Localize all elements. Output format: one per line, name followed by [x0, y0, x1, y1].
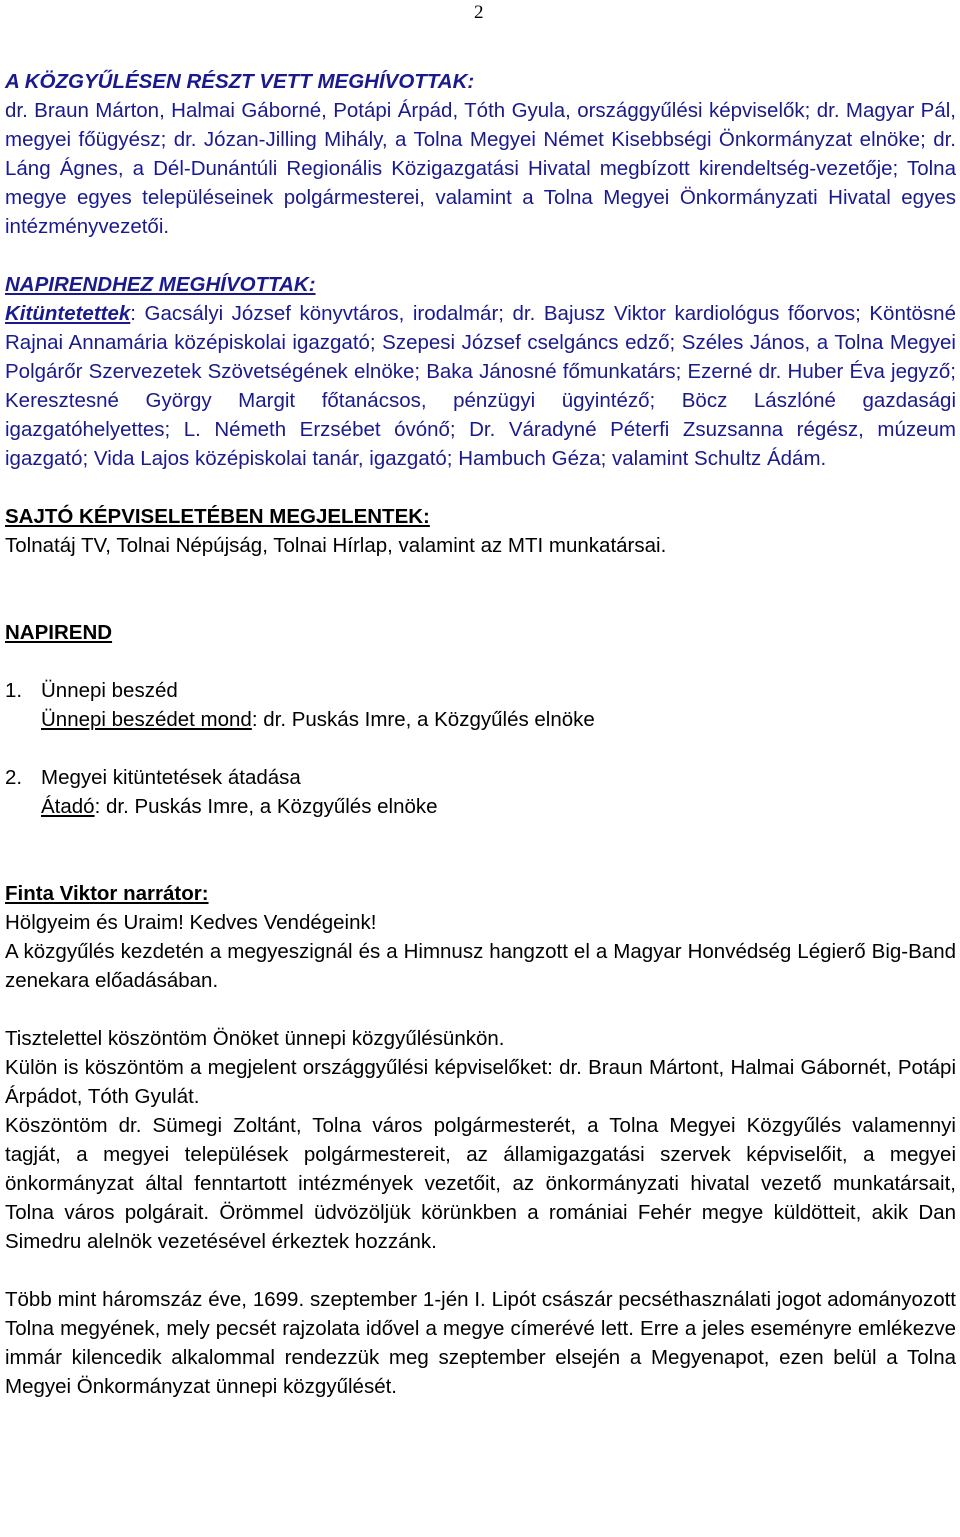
agenda-invited-paragraph [5, 299, 956, 473]
invited-list-text: dr. Braun Márton, Halmai Gáborné, Potápi Árpád, Tóth Gyula, országgyűlési képviselők; dr. Magyar Pál, megyei főügyész; dr. Józan-Jilling Mihály, a Tolna Megyei Német Kisebbségi Önkormányzat elnöke; dr. Láng Ágnes, a Dél-Dunántúli Regionális Közigazgatási Hivatal megbízott kirendeltség-vezetője; Tolna megye egyes településeinek polgármesterei, valamint a Tolna Megyei Önkormányzati Hivatal egyes intézményvezetői. [5, 99, 956, 238]
agenda-invited-title: NAPIRENDHEZ MEGHÍVOTTAK: [5, 273, 316, 296]
agenda-item-number: 1. [5, 679, 23, 702]
agenda-item [5, 676, 956, 705]
agenda-item-title: Megyei kitüntetések átadása [41, 766, 301, 789]
speaker-heading: Finta Viktor narrátor: [5, 882, 209, 905]
speech-paragraph: Külön is köszöntöm a megjelent országgyűlési képviselőket: dr. Braun Mártont, Halmai Gábornét, Potápi Árpádot, Tóth Gyulát. [5, 1056, 956, 1108]
speech-paragraph: A közgyűlés kezdetén a megyeszignál és a Himnusz hangzott el a Magyar Honvédség Légierő Big-Band zenekara előadásában. [5, 940, 956, 992]
document-body [5, 67, 956, 1401]
agenda-item-role [5, 705, 956, 734]
page-number: 2 [474, 2, 484, 23]
press-text: Tolnatáj TV, Tolnai Népújság, Tolnai Hírlap, valamint az MTI munkatársai. [5, 534, 667, 557]
agenda-item-number: 2. [5, 766, 23, 789]
press-section-title: SAJTÓ KÉPVISELETÉBEN MEGJELENTEK: [5, 505, 430, 528]
agenda-title: NAPIREND [5, 621, 113, 644]
agenda-item-role [5, 792, 956, 821]
speech-paragraph: Hölgyeim és Uraim! Kedves Vendégeink! [5, 911, 377, 934]
invited-section-title: A KÖZGYŰLÉSEN RÉSZT VETT MEGHÍVOTTAK: [5, 70, 475, 93]
speech-paragraph: Több mint háromszáz éve, 1699. szeptember 1-jén I. Lipót császár pecséthasználati jogot adományozott Tolna megyének, mely pecsét rajzolata idővel a megye címerévé lett. Erre a jeles eseményre emlékezve immár kilencedik alkalommal rendezzük meg szeptember elsején a Megyenapot, ezen belül a Tolna Megyei Önkormányzat ünnepi közgyűlését. [5, 1288, 956, 1398]
agenda-item-title: Ünnepi beszéd [41, 679, 178, 702]
agenda-item-role-text: : dr. Puskás Imre, a Közgyűlés elnöke [251, 708, 595, 731]
agenda-item-role-text: : dr. Puskás Imre, a Közgyűlés elnöke [94, 795, 438, 818]
awarded-label: Kitüntetettek [5, 302, 131, 325]
awarded-list-text: : Gacsályi József könyvtáros, irodalmár; dr. Bajusz Viktor kardiológus főorvos; Köntösné Rajnai Annamária középiskolai igazgató; Szepesi József cselgáncs edző; Széles János, a Tolna Megyei Polgárőr Szervezetek Szövetségének elnöke; Baka Jánosné főmunkatárs; Ezerné dr. Huber Éva jegyző; Keresztesné György Margit főtanácsos, pénzügyi ügyintéző; Böcz Lászlóné gazdasági igazgatóhelyettes; L. Németh Erzsébet óvónő; Dr. Váradyné Péterfi Zsuzsanna régész, múzeum igazgató; Vida Lajos középiskolai tanár, igazgató; Hambuch Géza; valamint Schultz Ádám. [5, 302, 956, 470]
speech-paragraph: Köszöntöm dr. Sümegi Zoltánt, Tolna város polgármesterét, a Tolna Megyei Közgyűlés valamennyi tagját, a megyei települések polgármestereit, az államigazgatási szervek képviselőit, a megyei önkormányzat által fenntartott intézmények vezetőit, az önkormányzati hivatal vezető munkatársait, Tolna város polgárait. Örömmel üdvözöljük körünkben a romániai Fehér megye küldötteit, akik Dan Simedru alelnök vezetésével érkeztek hozzánk. [5, 1114, 956, 1253]
agenda-item [5, 763, 956, 792]
agenda-item-role-label: Ünnepi beszédet mond [41, 708, 252, 731]
speech-paragraph: Tisztelettel köszöntöm Önöket ünnepi közgyűlésünkön. [5, 1027, 505, 1050]
agenda-item-role-label: Átadó [41, 795, 95, 818]
